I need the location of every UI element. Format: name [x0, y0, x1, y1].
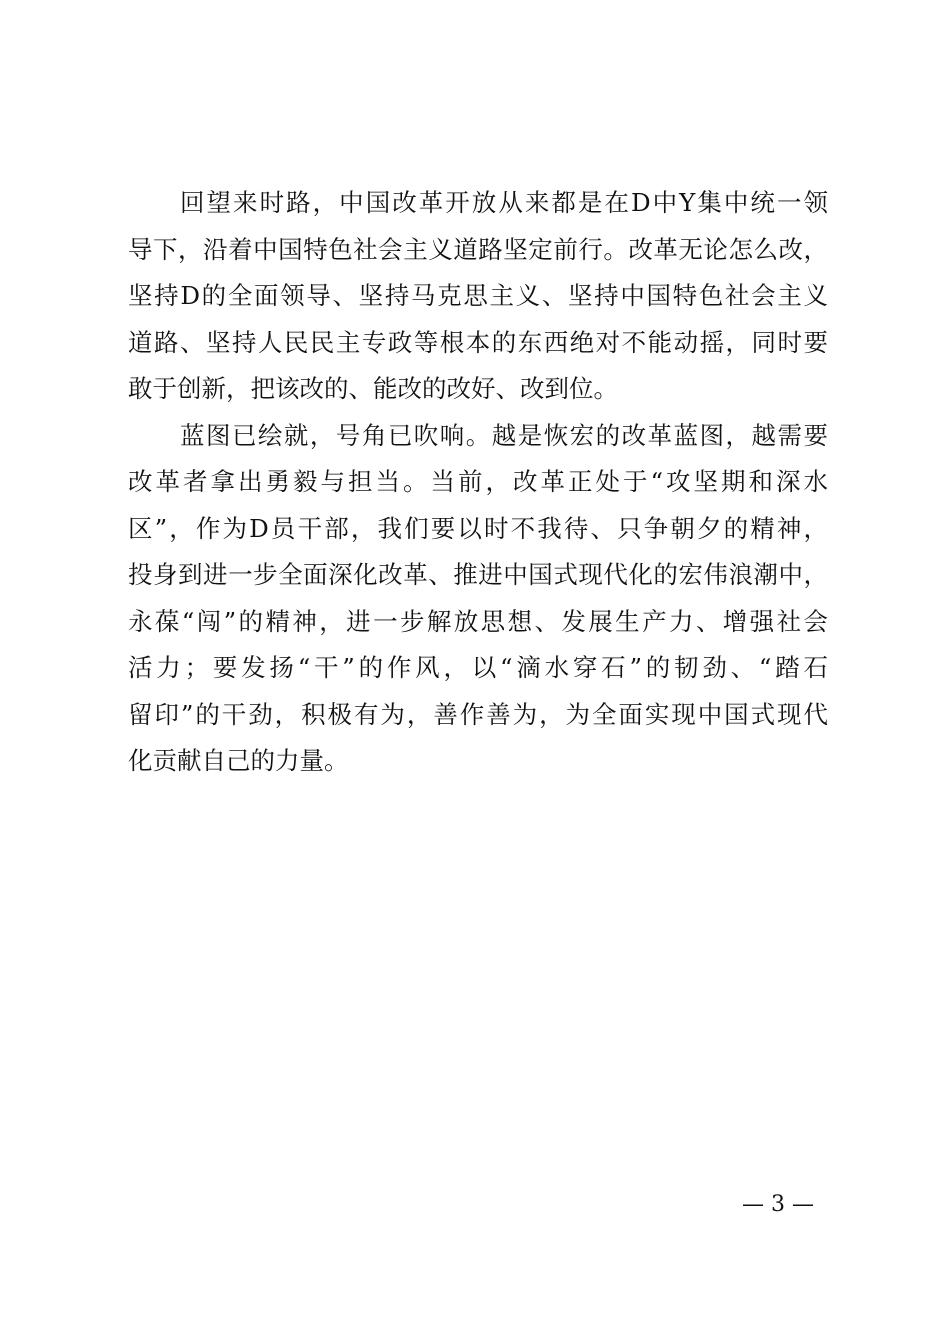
page-number: — 3 — — [742, 1192, 814, 1217]
paragraph-2-line-2: 改革者拿出勇毅与担当。当前，改革正处于“攻坚期和深水 — [128, 467, 828, 496]
paragraph-2-line-1: 蓝图已绘就，号角已吹响。越是恢宏的改革蓝图，越需要 — [180, 420, 828, 450]
paragraph-2-line-8: 化贡献自己的力量。 — [128, 746, 349, 775]
body-text — [128, 180, 828, 785]
paragraph-1-line-1: 回望来时路，中国改革开放从来都是在D中Y集中统一领 — [180, 188, 828, 217]
paragraph-2-line-7: 留印”的干劲，积极有为，善作善为，为全面实现中国式现代 — [128, 699, 828, 729]
paragraph-2-line-4: 投身到进一步全面深化改革、推进中国式现代化的宏伟浪潮中， — [128, 560, 828, 589]
paragraph-2-line-3: 区”，作为D员干部，我们要以时不我待、只争朝夕的精神， — [128, 513, 828, 543]
paragraph-1-line-5: 敢于创新，把该改的、能改的改好、改到位。 — [128, 374, 618, 403]
paragraph-1-line-4: 道路、坚持人民民主专政等根本的东西绝对不能动摇，同时要 — [128, 327, 828, 357]
paragraph-1-line-3: 坚持D的全面领导、坚持马克思主义、坚持中国特色社会主义 — [128, 281, 828, 310]
paragraph-2-line-5: 永葆“闯”的精神，进一步解放思想、发展生产力、增强社会 — [128, 606, 828, 636]
paragraph-1-line-2: 导下，沿着中国特色社会主义道路坚定前行。改革无论怎么改， — [128, 234, 828, 264]
paragraph-2-line-6: 活力；要发扬“干”的作风，以“滴水穿石”的韧劲、“踏石 — [128, 653, 828, 682]
